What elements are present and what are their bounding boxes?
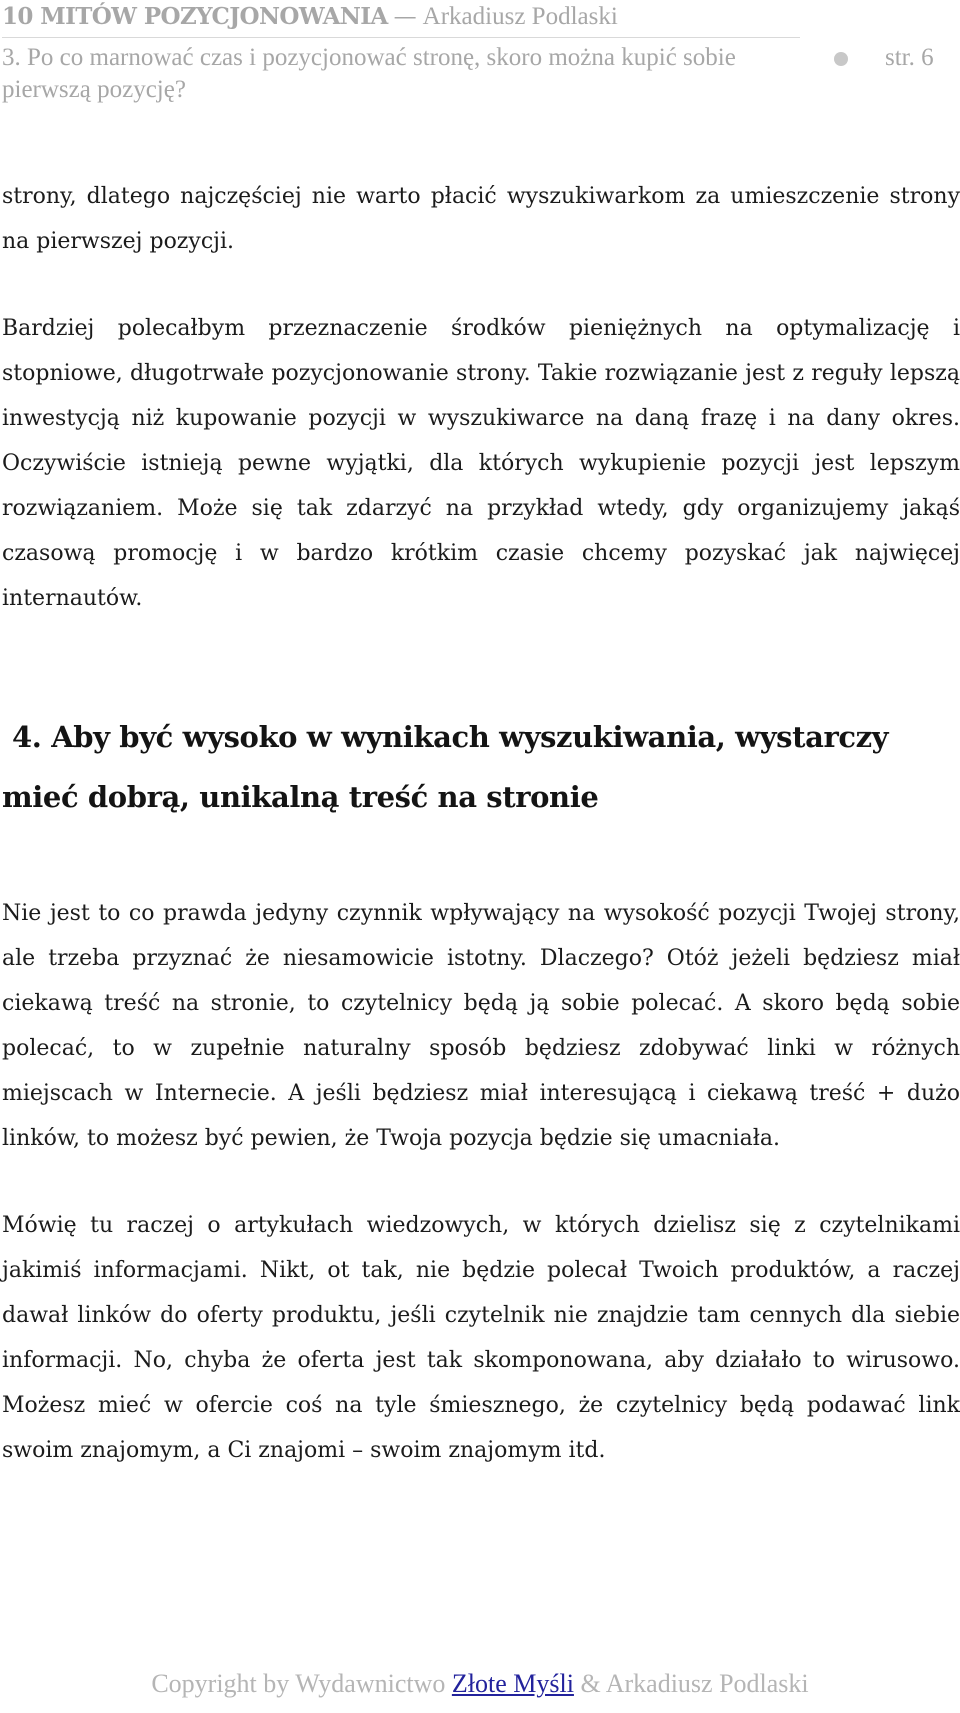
paragraph: Mówię tu raczej o artykułach wiedzowych, w których dzielisz się z czytelnikami jakimiś informacjami. Nikt, ot tak, nie będzie polecał Twoich produktów, a raczej dawał linków do oferty produktu, jeśli czytelnik nie znajdzie tam cennych dla siebie informacji. No, chyba że oferta jest tak skomponowana, aby działało to wirusowo. Możesz mieć w ofercie coś na tyle śmiesznego, że czytelnicy będą podawać link swoim znajomym, a Ci znajomi – swoim znajomym itd. xyxy=(2,1213,960,1463)
bullet-dot-icon xyxy=(834,52,848,66)
section-number: 4. xyxy=(12,720,42,754)
footer-suffix: & Arkadiusz Podlaski xyxy=(580,1669,809,1698)
header-separator: — xyxy=(393,4,417,30)
section-title: Aby być wysoko w wynikach wyszukiwania, wystarczy mieć dobrą, unikalną treść na stronie xyxy=(2,720,889,814)
publisher-link[interactable]: Złote Myśli xyxy=(451,1669,574,1698)
running-header xyxy=(2,2,618,32)
copyright-footer xyxy=(0,1666,960,1702)
page-body xyxy=(2,174,960,1473)
header-divider xyxy=(2,37,800,38)
page-number: str. 6 xyxy=(885,44,934,71)
footer-prefix: Copyright by Wydawnictwo xyxy=(151,1669,446,1698)
header-author: Arkadiusz Podlaski xyxy=(422,3,618,30)
paragraph: Bardziej polecałbym przeznaczenie środków pieniężnych na optymalizację i stopniowe, długotrwałe pozycjonowanie strony. Takie rozwiązanie jest z reguły lepszą inwestycją niż kupowanie pozycji w wyszukiwarce na daną frazę i na dany okres. Oczywiście istnieją pewne wyjątki, dla których wykupienie pozycji jest lepszym rozwiązaniem. Może się tak zdarzyć na przykład wtedy, gdy organizujemy jakąś czasową promocję i w bardzo krótkim czasie chcemy pozyskać jak najwięcej internautów. xyxy=(2,316,960,611)
chapter-title: 3. Po co marnować czas i pozycjonować stronę, skoro można kupić sobie pierwszą pozycję? xyxy=(2,44,736,103)
book-title: 10 MITÓW POZYCJONOWANIA xyxy=(2,3,388,30)
paragraph: strony, dlatego najczęściej nie warto płacić wyszukiwarkom za umieszczenie strony na pierwszej pozycji. xyxy=(2,184,960,254)
section-heading xyxy=(2,707,960,827)
paragraph: Nie jest to co prawda jedyny czynnik wpływający na wysokość pozycji Twojej strony, ale trzeba przyznać że niesamowicie istotny. Dlaczego? Otóż jeżeli będziesz miał ciekawą treść na stronie, to czytelnicy będą ją sobie polecać. A skoro będą sobie polecać, to w zupełnie naturalny sposób będziesz zdobywać linki w różnych miejscach w Internecie. A jeśli będziesz miał interesującą i ciekawą treść + dużo linków, to możesz być pewien, że Twoja pozycja będzie się umacniała. xyxy=(2,901,960,1151)
